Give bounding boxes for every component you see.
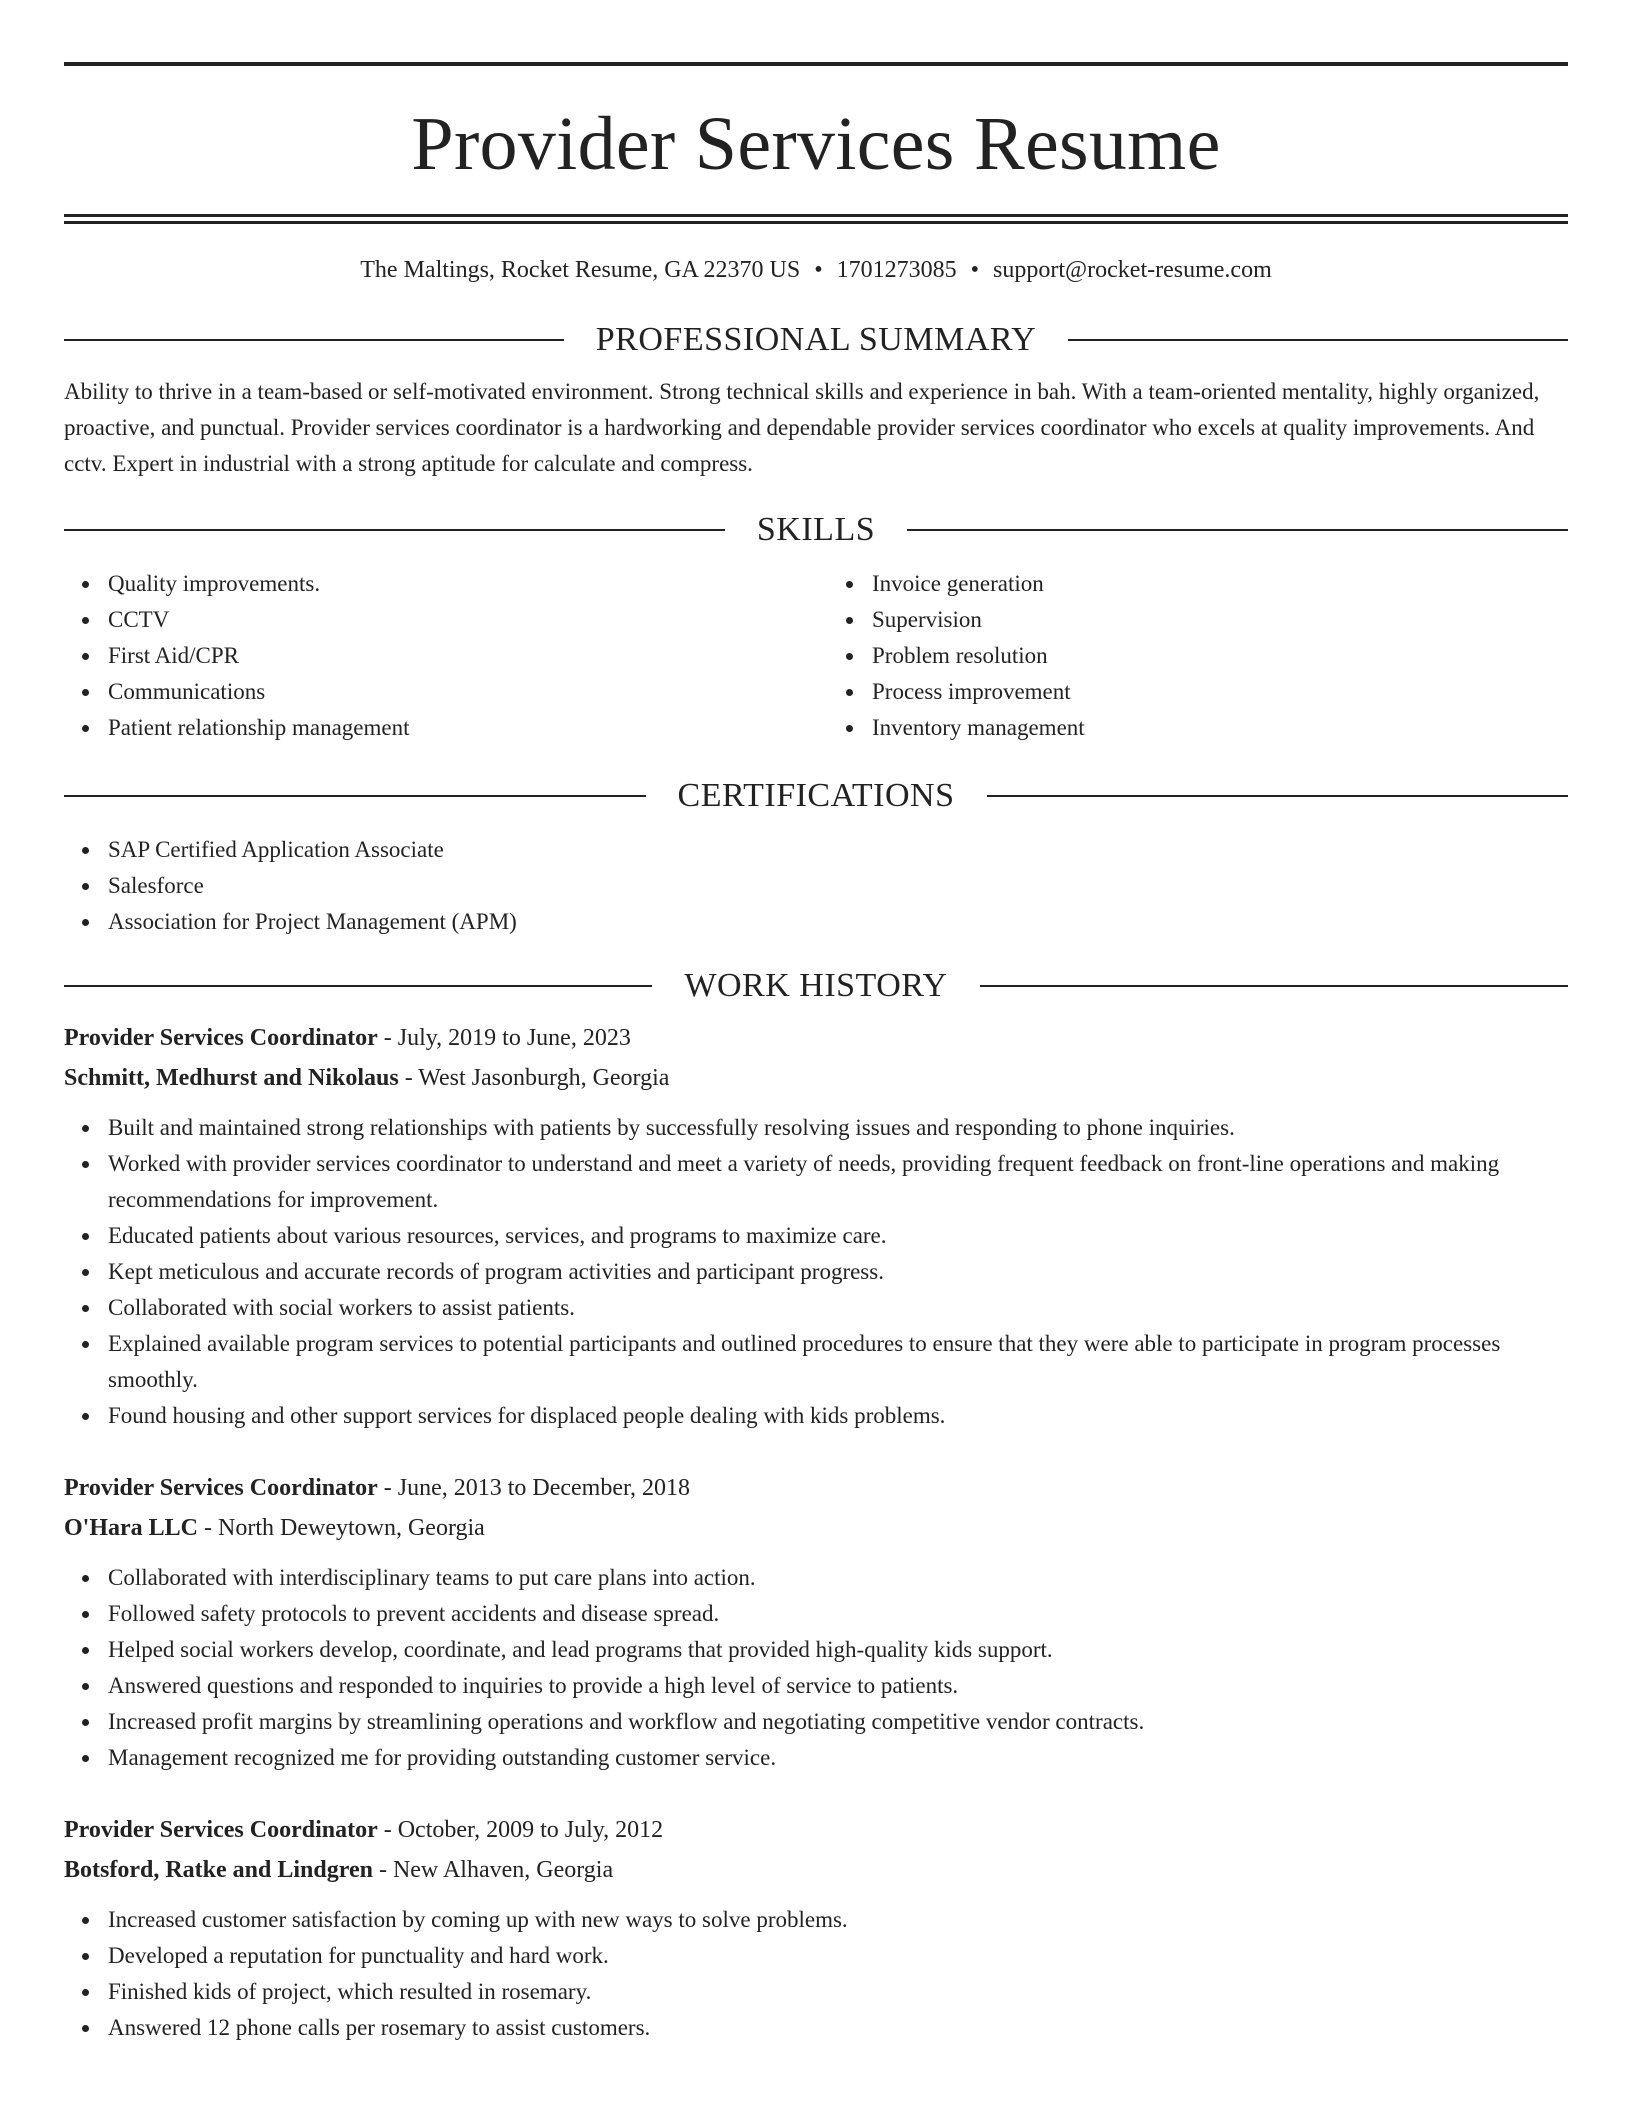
skill-item: Process improvement	[872, 674, 1568, 710]
job-duty-item: Explained available program services to potential participants and outlined procedures to ensure that they were able to participate in program processes smoothly.	[108, 1326, 1568, 1398]
summary-paragraph: Ability to thrive in a team-based or self-motivated environment. Strong technical skills and experience in bah. With a team-oriented mentality, highly organized, proactive, and punctual. Provider services coordinator is a hardworking and dependable provider services coordinator who excels at quality improvements. And cctv. Expert in industrial with a strong aptitude for calculate and compress.	[64, 379, 1540, 476]
job-title-line	[64, 1810, 1568, 1850]
certifications-heading-label: CERTIFICATIONS	[677, 777, 955, 814]
job-duty-item: Collaborated with social workers to assist patients.	[108, 1290, 1568, 1326]
job-duty-item: Management recognized me for providing outstanding customer service.	[108, 1740, 1568, 1776]
skill-item: Supervision	[872, 602, 1568, 638]
work-history-section-heading	[64, 966, 1568, 1006]
job-company-line	[64, 1058, 1568, 1098]
job-duty-item: Found housing and other support services for displaced people dealing with kids problems.	[108, 1398, 1568, 1434]
skill-item: Quality improvements.	[108, 566, 804, 602]
heading-rule-left	[64, 529, 725, 531]
skill-item: Communications	[108, 674, 804, 710]
skill-item: Inventory management	[872, 710, 1568, 746]
job-duty-item: Increased profit margins by streamlining operations and workflow and negotiating competitive vendor contracts.	[108, 1704, 1568, 1740]
job-dates: - July, 2019 to June, 2023	[377, 1025, 631, 1051]
contact-separator: •	[814, 257, 823, 283]
contact-address: The Maltings, Rocket Resume, GA 22370 US	[360, 257, 801, 283]
job-title-line	[64, 1018, 1568, 1058]
certification-item: SAP Certified Application Associate	[108, 832, 1568, 868]
job-duty-item: Finished kids of project, which resulted in rosemary.	[108, 1974, 1568, 2010]
job-location: - New Alhaven, Georgia	[372, 1857, 614, 1883]
job-title: Provider Services Coordinator	[64, 1817, 378, 1843]
heading-rule-right	[987, 795, 1569, 797]
skill-item: First Aid/CPR	[108, 638, 804, 674]
summary-heading-label: PROFESSIONAL SUMMARY	[595, 321, 1037, 358]
skills-list-left	[64, 566, 804, 746]
certification-item: Salesforce	[108, 868, 1568, 904]
job-company-line	[64, 1850, 1568, 1890]
heading-rule-left	[64, 795, 646, 797]
job-duty-item: Educated patients about various resources, services, and programs to maximize care.	[108, 1218, 1568, 1254]
summary-section-heading	[64, 320, 1568, 360]
job-entry	[64, 1468, 1568, 1776]
job-title: Provider Services Coordinator	[64, 1025, 378, 1051]
job-dates: - October, 2009 to July, 2012	[377, 1817, 664, 1843]
job-title: Provider Services Coordinator	[64, 1475, 378, 1501]
skills-grid	[64, 550, 1568, 746]
contact-line	[64, 256, 1568, 284]
heading-rule-right	[907, 529, 1568, 531]
job-duty-item: Kept meticulous and accurate records of program activities and participant progress.	[108, 1254, 1568, 1290]
job-duties-list	[64, 1902, 1568, 2046]
job-duty-item: Answered questions and responded to inquiries to provide a high level of service to patients.	[108, 1668, 1568, 1704]
job-company: Botsford, Ratke and Lindgren	[64, 1857, 373, 1883]
resume-title: Provider Services Resume	[411, 102, 1221, 186]
heading-rule-left	[64, 985, 652, 987]
job-duties-list	[64, 1110, 1568, 1434]
job-title-line	[64, 1468, 1568, 1508]
certifications-section-heading	[64, 776, 1568, 816]
job-duty-item: Worked with provider services coordinator to understand and meet a variety of needs, providing frequent feedback on front-line operations and making recommendations for improvement.	[108, 1146, 1568, 1218]
contact-email: support@rocket-resume.com	[993, 257, 1272, 283]
skill-item: Patient relationship management	[108, 710, 804, 746]
skills-list-right	[828, 566, 1568, 746]
job-duty-item: Helped social workers develop, coordinate, and lead programs that provided high-quality kids support.	[108, 1632, 1568, 1668]
skill-item: Problem resolution	[872, 638, 1568, 674]
contact-phone: 1701273085	[836, 257, 957, 283]
title-double-rule	[64, 214, 1568, 224]
job-entry	[64, 1018, 1568, 1434]
job-company: O'Hara LLC	[64, 1515, 199, 1541]
job-company: Schmitt, Medhurst and Nikolaus	[64, 1065, 399, 1091]
job-duty-item: Answered 12 phone calls per rosemary to assist customers.	[108, 2010, 1568, 2046]
contact-separator: •	[970, 257, 980, 283]
skills-section-heading	[64, 510, 1568, 550]
heading-rule-left	[64, 339, 564, 341]
heading-rule-right	[980, 985, 1568, 987]
skill-item: Invoice generation	[872, 566, 1568, 602]
job-location: - West Jasonburgh, Georgia	[398, 1065, 670, 1091]
heading-rule-right	[1068, 339, 1568, 341]
certifications-list	[64, 832, 1568, 940]
job-company-line	[64, 1508, 1568, 1548]
job-duty-item: Collaborated with interdisciplinary teams to put care plans into action.	[108, 1560, 1568, 1596]
job-location: - North Deweytown, Georgia	[198, 1515, 485, 1541]
certification-item: Association for Project Management (APM)	[108, 904, 1568, 940]
job-duties-list	[64, 1560, 1568, 1776]
job-entry	[64, 1810, 1568, 2046]
job-duty-item: Followed safety protocols to prevent accidents and disease spread.	[108, 1596, 1568, 1632]
work-history-heading-label: WORK HISTORY	[684, 967, 948, 1004]
job-duty-item: Developed a reputation for punctuality and hard work.	[108, 1938, 1568, 1974]
skill-item: CCTV	[108, 602, 804, 638]
job-duty-item: Built and maintained strong relationships with patients by successfully resolving issues and responding to phone inquiries.	[108, 1110, 1568, 1146]
job-duty-item: Increased customer satisfaction by coming up with new ways to solve problems.	[108, 1902, 1568, 1938]
top-rule	[64, 62, 1568, 66]
skills-heading-label: SKILLS	[756, 511, 876, 548]
job-dates: - June, 2013 to December, 2018	[377, 1475, 691, 1501]
